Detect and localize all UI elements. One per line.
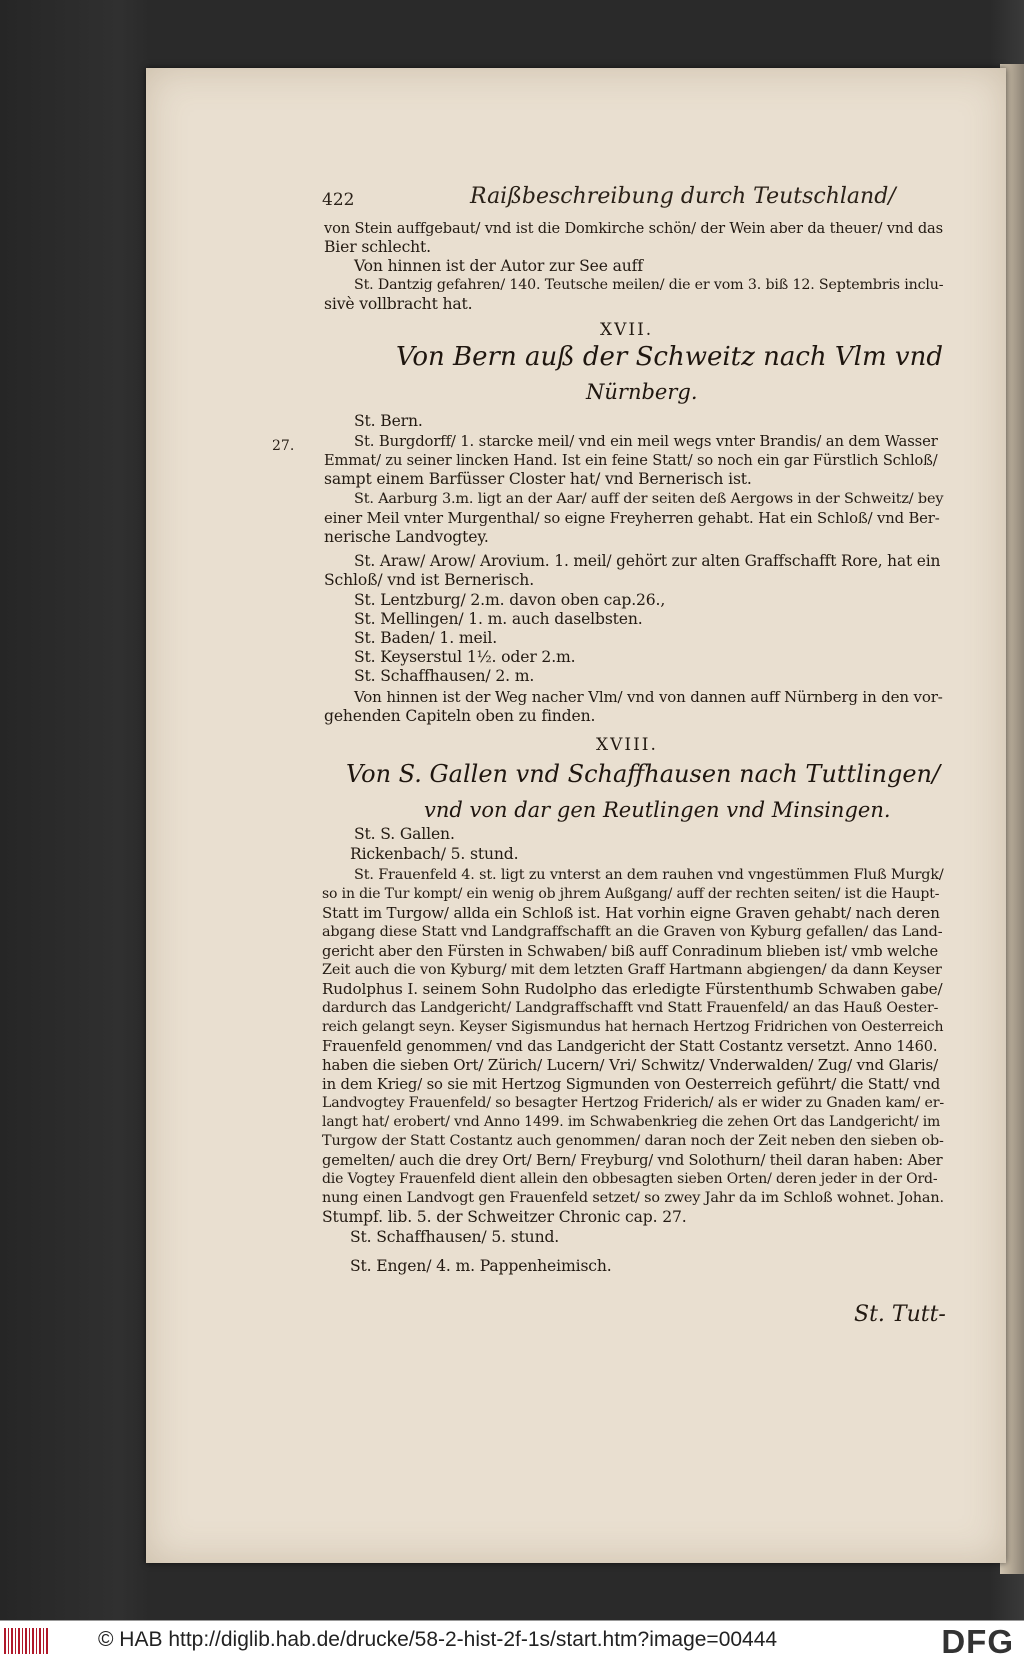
text-line: Statt im Turgow/ allda ein Schloß ist. Hat vorhin eigne Graven gehabt/ nach deren xyxy=(322,904,940,922)
text-line: Turgow der Statt Costantz auch genommen/ daran noch der Zeit neben den sieben ob- xyxy=(322,1133,944,1149)
text-line: Frauenfeld genommen/ vnd das Landgericht der Statt Costantz versetzt. Anno 1460. xyxy=(322,1038,938,1055)
text-line: Rickenbach/ 5. stund. xyxy=(350,845,519,863)
dfg-logo: DFG xyxy=(941,1623,1014,1660)
text-line: St. Araw/ Arow/ Arovium. 1. meil/ gehört zur alten Graffschafft Rore, hat ein xyxy=(354,552,941,570)
text-line: St. Mellingen/ 1. m. auch daselbsten. xyxy=(354,610,643,628)
text-line: so in die Tur kompt/ ein wenig ob jhrem Außgang/ auff der rechten seiten/ ist die Haupt- xyxy=(322,886,940,902)
running-head: Raißbeschreibung durch Teutschland/ xyxy=(470,184,896,209)
text-line: haben die sieben Ort/ Zürich/ Lucern/ Vri/ Schwitz/ Vnderwalden/ Zug/ vnd Glaris/ xyxy=(322,1056,938,1074)
chapter-title: Von S. Gallen vnd Schaffhausen nach Tuttlingen/ xyxy=(346,760,941,788)
text-line: Rudolphus I. seinem Sohn Rudolpho das erledigte Fürstenthumb Schwaben gabe/ xyxy=(322,980,943,998)
text-line: Von hinnen ist der Weg nacher Vlm/ vnd von dannen auff Nürnberg in den vor- xyxy=(354,688,943,706)
chapter-number: XVII. xyxy=(600,320,654,340)
copyright-url[interactable]: © HAB http://diglib.hab.de/drucke/58-2-hist-2f-1s/start.htm?image=00444 xyxy=(98,1628,778,1651)
chapter-title-cont: vnd von dar gen Reutlingen vnd Minsingen. xyxy=(424,798,891,822)
text-line: Zeit auch die von Kyburg/ mit dem letzten Graff Hartmann abgiengen/ da dann Keyser xyxy=(322,962,942,978)
text-line: St. Lentzburg/ 2.m. davon oben cap.26., xyxy=(354,591,666,609)
text-line: langt hat/ erobert/ vnd Anno 1499. im Schwabenkrieg die zehen Ort das Landgericht/ im xyxy=(322,1114,941,1130)
hab-barcode-logo xyxy=(4,1628,48,1654)
text-line: St. Burgdorff/ 1. starcke meil/ vnd ein meil wegs vnter Brandis/ an dem Wasser xyxy=(354,433,938,450)
text-line: Stumpf. lib. 5. der Schweitzer Chronic cap. 27. xyxy=(322,1208,687,1226)
text-line: St. Bern. xyxy=(354,412,423,430)
text-line: Emmat/ zu seiner lincken Hand. Ist ein feine Statt/ so noch ein gar Fürstlich Schloß/ xyxy=(324,452,938,469)
text-line: St. Frauenfeld 4. st. ligt zu vnterst an dem rauhen vnd vngestümmen Fluß Murgk/ xyxy=(354,867,944,883)
text-line: St. Aarburg 3.m. ligt an der Aar/ auff der seiten deß Aergows in der Schweitz/ bey xyxy=(354,491,944,507)
text-line: St. S. Gallen. xyxy=(354,825,455,843)
text-line: St. Schaffhausen/ 5. stund. xyxy=(350,1228,560,1246)
text-line: dardurch das Landgericht/ Landgraffschafft vnd Statt Frauenfeld/ an das Hauß Oester- xyxy=(322,1000,939,1016)
text-line: Schloß/ vnd ist Bernerisch. xyxy=(324,571,535,589)
text-line: Von hinnen ist der Autor zur See auff xyxy=(354,257,643,275)
text-line: von Stein auffgebaut/ vnd ist die Domkirche schön/ der Wein aber da theuer/ vnd das xyxy=(324,220,943,237)
text-line: in dem Krieg/ so sie mit Hertzog Sigmunden von Oesterreich geführt/ die Statt/ vnd xyxy=(322,1076,941,1093)
text-line: St. Schaffhausen/ 2. m. xyxy=(354,667,535,685)
chapter-title: Von Bern auß der Schweitz nach Vlm vnd xyxy=(396,342,943,372)
text-line: sampt einem Barfüsser Closter hat/ vnd Bernerisch ist. xyxy=(324,470,752,488)
text-line: reich gelangt seyn. Keyser Sigismundus hat hernach Hertzog Fridrichen von Oesterreich xyxy=(322,1019,944,1035)
text-line: Landvogtey Frauenfeld/ so besagter Hertzog Friderich/ als er wider zu Gnaden kam/ er- xyxy=(322,1095,945,1111)
text-line: nung einen Landvogt gen Frauenfeld setzet/ so zwey Jahr da im Schloß wohnet. Johan. xyxy=(322,1190,944,1206)
text-line: die Vogtey Frauenfeld dient allein den obbesagten sieben Orten/ deren jeder in der Ord- xyxy=(322,1171,938,1187)
text-line: einer Meil vnter Murgenthal/ so eigne Freyherren gehabt. Hat ein Schloß/ vnd Ber- xyxy=(324,510,940,527)
text-line: nerische Landvogtey. xyxy=(324,528,489,546)
text-line: Bier schlecht. xyxy=(324,238,431,256)
catchword: St. Tutt- xyxy=(854,1302,946,1327)
text-line: gemelten/ auch die drey Ort/ Bern/ Freyburg/ vnd Solothurn/ theil daran haben: Aber xyxy=(322,1152,943,1169)
text-line: gericht aber den Fürsten in Schwaben/ biß auff Conradinum blieben ist/ vmb welche xyxy=(322,943,939,960)
text-line: gehenden Capiteln oben zu finden. xyxy=(324,707,596,725)
text-line: St. Dantzig gefahren/ 140. Teutsche meilen/ die er vom 3. biß 12. Septembris inclu- xyxy=(354,277,944,293)
text-line: St. Baden/ 1. meil. xyxy=(354,629,498,647)
text-line: sivè vollbracht hat. xyxy=(324,295,473,313)
chapter-number: XVIII. xyxy=(596,735,658,755)
folio-number: 422 xyxy=(322,190,355,210)
chapter-title-cont: Nürnberg. xyxy=(586,380,698,404)
margin-number: 27. xyxy=(272,438,295,454)
text-line: St. Keyserstul 1½. oder 2.m. xyxy=(354,648,576,666)
text-line: St. Engen/ 4. m. Pappenheimisch. xyxy=(350,1257,612,1275)
text-line: abgang diese Statt vnd Landgraffschafft an die Graven von Kyburg gefallen/ das Land- xyxy=(322,924,943,940)
footer-bar xyxy=(0,1620,1024,1661)
